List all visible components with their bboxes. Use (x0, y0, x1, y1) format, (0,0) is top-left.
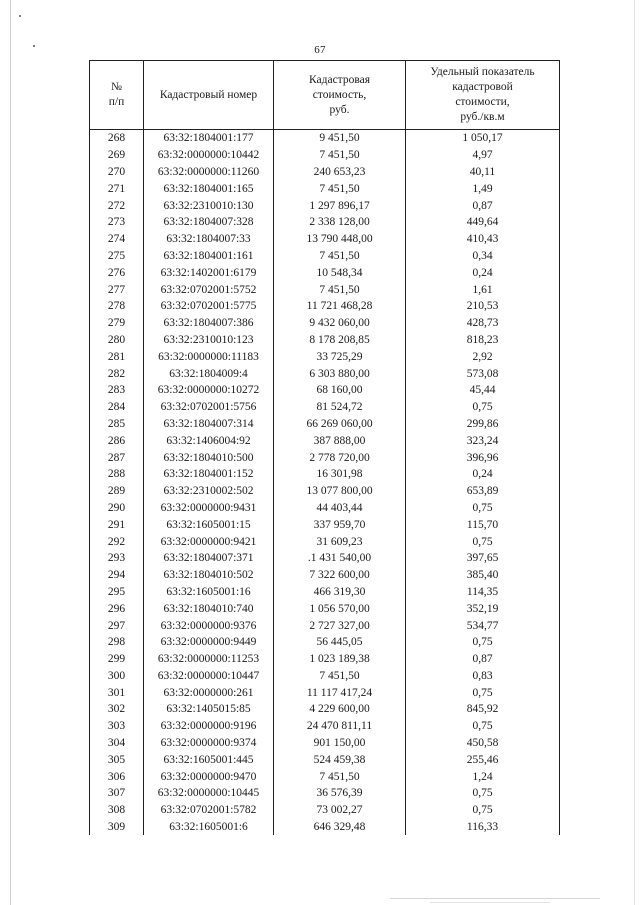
table-row (90, 332, 560, 349)
specific-value-cell: 115,70 (406, 516, 560, 533)
table-row (90, 785, 560, 802)
header-line: стоимость, (312, 88, 367, 101)
table-row (90, 651, 560, 668)
specific-value-cell: 818,23 (406, 332, 560, 349)
specific-value-cell: 653,89 (406, 483, 560, 500)
row-number-cell: 289 (90, 483, 144, 500)
row-number-cell: 309 (90, 819, 144, 836)
row-number-cell: 269 (90, 147, 144, 164)
table-row (90, 399, 560, 416)
cadastral-number-cell: 63:32:1804010:740 (144, 600, 274, 617)
specific-value-cell: 0,75 (406, 634, 560, 651)
row-number-cell: 276 (90, 264, 144, 281)
row-number-cell: 295 (90, 584, 144, 601)
cadastral-number-cell: 63:32:0000000:9449 (144, 634, 274, 651)
specific-value-cell: 396,96 (406, 449, 560, 466)
specific-value-cell: 1,24 (406, 768, 560, 785)
table-row (90, 684, 560, 701)
cadastral-number-cell: 63:32:1804010:502 (144, 567, 274, 584)
row-number-cell: 271 (90, 180, 144, 197)
specific-value-cell: 0,75 (406, 533, 560, 550)
header-line: Кадастровая (308, 73, 371, 86)
header-line: руб./кв.м (460, 111, 505, 123)
cadastral-value-cell: 387 888,00 (274, 432, 406, 449)
table-row (90, 315, 560, 332)
row-number-cell: 304 (90, 735, 144, 752)
scan-speck (19, 15, 21, 17)
specific-value-cell: 255,46 (406, 751, 560, 768)
row-number-cell: 275 (90, 248, 144, 265)
specific-value-cell: 428,73 (406, 315, 560, 332)
row-number-cell: 302 (90, 701, 144, 718)
cadastral-value-cell: 2 727 327,00 (274, 617, 406, 634)
row-number-cell: 286 (90, 432, 144, 449)
cadastral-number-cell: 63:32:2310010:123 (144, 332, 274, 349)
table-row (90, 516, 560, 533)
table-row (90, 180, 560, 197)
cadastral-value-cell: 73 002,27 (274, 802, 406, 819)
cadastral-value-cell: 7 451,50 (274, 668, 406, 685)
cadastral-number-cell: 63:32:1804007:371 (144, 550, 274, 567)
header-line: п/п (108, 96, 125, 108)
table-row (90, 248, 560, 265)
cadastral-number-cell: 63:32:0000000:11260 (144, 164, 274, 181)
table-row (90, 483, 560, 500)
row-number-cell: 282 (90, 365, 144, 382)
cadastral-value-cell: .1 431 540,00 (274, 550, 406, 567)
row-number-cell: 298 (90, 634, 144, 651)
row-number-cell: 306 (90, 768, 144, 785)
table-row (90, 634, 560, 651)
specific-value-cell: 385,40 (406, 567, 560, 584)
specific-value-cell: 0,75 (406, 718, 560, 735)
cadastral-value-cell: 1 023 189,38 (274, 651, 406, 668)
row-number-cell: 296 (90, 600, 144, 617)
cadastral-value-cell: 2 338 128,00 (274, 214, 406, 231)
scan-left-edge (10, 0, 11, 905)
cadastral-value-cell: 13 077 800,00 (274, 483, 406, 500)
header-number (90, 61, 144, 130)
cadastral-value-cell: 16 301,98 (274, 466, 406, 483)
cadastral-number-cell: 63:32:1804009:4 (144, 365, 274, 382)
cadastral-value-cell: 68 160,00 (274, 382, 406, 399)
table-row (90, 668, 560, 685)
cadastral-value-cell: 66 269 060,00 (274, 416, 406, 433)
cadastral-number-cell: 63:32:1804001:161 (144, 248, 274, 265)
cadastral-number-cell: 63:32:0000000:10442 (144, 147, 274, 164)
specific-value-cell: 323,24 (406, 432, 560, 449)
scan-artifact-line (390, 898, 600, 899)
cadastral-number-cell: 63:32:0000000:9421 (144, 533, 274, 550)
cadastral-number-cell: 63:32:1406004:92 (144, 432, 274, 449)
cadastral-value-cell: 7 451,50 (274, 281, 406, 298)
table-row (90, 449, 560, 466)
cadastral-number-cell: 63:32:1804010:500 (144, 449, 274, 466)
table-row (90, 164, 560, 181)
table-row (90, 735, 560, 752)
specific-value-cell: 299,86 (406, 416, 560, 433)
cadastral-number-cell: 63:32:0000000:9470 (144, 768, 274, 785)
cadastral-value-cell: 524 459,38 (274, 751, 406, 768)
table-row (90, 466, 560, 483)
cadastral-number-cell: 63:32:0000000:9196 (144, 718, 274, 735)
cadastral-value-cell: 9 432 060,00 (274, 315, 406, 332)
cadastral-table (89, 60, 560, 835)
table-row (90, 214, 560, 231)
header-line: стоимости, (455, 96, 510, 108)
row-number-cell: 277 (90, 281, 144, 298)
table-row (90, 147, 560, 164)
row-number-cell: 274 (90, 231, 144, 248)
row-number-cell: 297 (90, 617, 144, 634)
specific-value-cell: 210,53 (406, 298, 560, 315)
header-cadastral-number (144, 61, 274, 130)
specific-value-cell: 0,34 (406, 248, 560, 265)
row-number-cell: 301 (90, 684, 144, 701)
header-line: Удельный показатель (430, 66, 535, 78)
cadastral-value-cell: 240 653,23 (274, 164, 406, 181)
row-number-cell: 283 (90, 382, 144, 399)
row-number-cell: 300 (90, 668, 144, 685)
row-number-cell: 290 (90, 500, 144, 517)
row-number-cell: 308 (90, 802, 144, 819)
cadastral-number-cell: 63:32:1804001:152 (144, 466, 274, 483)
cadastral-value-cell: 646 329,48 (274, 819, 406, 836)
cadastral-number-cell: 63:32:0000000:10445 (144, 785, 274, 802)
table-row (90, 432, 560, 449)
specific-value-cell: 2,92 (406, 348, 560, 365)
specific-value-cell: 114,35 (406, 584, 560, 601)
cadastral-number-cell: 63:32:0000000:10272 (144, 382, 274, 399)
cadastral-value-cell: 44 403,44 (274, 500, 406, 517)
table-row (90, 617, 560, 634)
cadastral-number-cell: 63:32:1804007:386 (144, 315, 274, 332)
cadastral-value-cell: 31 609,23 (274, 533, 406, 550)
specific-value-cell: 0,75 (406, 399, 560, 416)
header-cadastral-value (274, 61, 406, 130)
specific-value-cell: 116,33 (406, 819, 560, 836)
table-row (90, 701, 560, 718)
header-line: кадастровой (452, 81, 513, 93)
specific-value-cell: 0,75 (406, 684, 560, 701)
specific-value-cell: 410,43 (406, 231, 560, 248)
row-number-cell: 292 (90, 533, 144, 550)
row-number-cell: 284 (90, 399, 144, 416)
header-line: руб. (329, 103, 350, 116)
cadastral-number-cell: 63:32:0702001:5775 (144, 298, 274, 315)
specific-value-cell: 0,87 (406, 651, 560, 668)
table-row (90, 281, 560, 298)
table-row (90, 584, 560, 601)
specific-value-cell: 397,65 (406, 550, 560, 567)
row-number-cell: 273 (90, 214, 144, 231)
table-row (90, 768, 560, 785)
cadastral-value-cell: 24 470 811,11 (274, 718, 406, 735)
scan-artifact-line (430, 902, 550, 903)
cadastral-number-cell: 63:32:0702001:5752 (144, 281, 274, 298)
cadastral-value-cell: 10 548,34 (274, 264, 406, 281)
row-number-cell: 291 (90, 516, 144, 533)
cadastral-value-cell: 1 297 896,17 (274, 197, 406, 214)
cadastral-number-cell: 63:32:0000000:10447 (144, 668, 274, 685)
table-row (90, 751, 560, 768)
specific-value-cell: 0,24 (406, 466, 560, 483)
cadastral-value-cell: 7 322 600,00 (274, 567, 406, 584)
cadastral-value-cell: 4 229 600,00 (274, 701, 406, 718)
row-number-cell: 268 (90, 130, 144, 147)
scan-right-edge (634, 0, 635, 905)
cadastral-number-cell: 63:32:2310002:502 (144, 483, 274, 500)
table-row (90, 130, 560, 147)
specific-value-cell: 0,75 (406, 785, 560, 802)
table-row (90, 264, 560, 281)
table-row (90, 298, 560, 315)
cadastral-number-cell: 63:32:1804007:328 (144, 214, 274, 231)
cadastral-number-cell: 63:32:1804007:314 (144, 416, 274, 433)
cadastral-number-cell: 63:32:0702001:5782 (144, 802, 274, 819)
cadastral-value-cell: 2 778 720,00 (274, 449, 406, 466)
cadastral-value-cell: 466 319,30 (274, 584, 406, 601)
table-row (90, 348, 560, 365)
header-line: Кадастровый номер (159, 88, 258, 101)
table-row (90, 819, 560, 836)
table-row (90, 416, 560, 433)
header-specific-value (406, 61, 560, 130)
cadastral-value-cell: 11 721 468,28 (274, 298, 406, 315)
specific-value-cell: 4,97 (406, 147, 560, 164)
cadastral-number-cell: 63:32:0000000:9374 (144, 735, 274, 752)
header-line: № (111, 81, 122, 93)
specific-value-cell: 0,24 (406, 264, 560, 281)
table-row (90, 365, 560, 382)
cadastral-value-cell: 337 959,70 (274, 516, 406, 533)
specific-value-cell: 573,08 (406, 365, 560, 382)
table-header-row (90, 61, 560, 130)
row-number-cell: 280 (90, 332, 144, 349)
specific-value-cell: 1,61 (406, 281, 560, 298)
table-row (90, 533, 560, 550)
cadastral-value-cell: 7 451,50 (274, 147, 406, 164)
row-number-cell: 307 (90, 785, 144, 802)
cadastral-value-cell: 11 117 417,24 (274, 684, 406, 701)
specific-value-cell: 1,49 (406, 180, 560, 197)
cadastral-value-cell: 901 150,00 (274, 735, 406, 752)
table-row (90, 382, 560, 399)
cadastral-number-cell: 63:32:1605001:15 (144, 516, 274, 533)
document-page (89, 60, 559, 835)
row-number-cell: 287 (90, 449, 144, 466)
specific-value-cell: 40,11 (406, 164, 560, 181)
specific-value-cell: 0,75 (406, 500, 560, 517)
cadastral-number-cell: 63:32:1605001:16 (144, 584, 274, 601)
cadastral-value-cell: 56 445,05 (274, 634, 406, 651)
cadastral-value-cell: 9 451,50 (274, 130, 406, 147)
specific-value-cell: 534,77 (406, 617, 560, 634)
row-number-cell: 270 (90, 164, 144, 181)
row-number-cell: 278 (90, 298, 144, 315)
row-number-cell: 281 (90, 348, 144, 365)
row-number-cell: 294 (90, 567, 144, 584)
cadastral-value-cell: 81 524,72 (274, 399, 406, 416)
page-number: 67 (314, 44, 326, 56)
table-row (90, 550, 560, 567)
cadastral-value-cell: 33 725,29 (274, 348, 406, 365)
row-number-cell: 299 (90, 651, 144, 668)
cadastral-number-cell: 63:32:1804007:33 (144, 231, 274, 248)
table-row (90, 718, 560, 735)
specific-value-cell: 449,64 (406, 214, 560, 231)
specific-value-cell: 845,92 (406, 701, 560, 718)
cadastral-number-cell: 63:32:0000000:9376 (144, 617, 274, 634)
specific-value-cell: 0,83 (406, 668, 560, 685)
row-number-cell: 285 (90, 416, 144, 433)
cadastral-number-cell: 63:32:1402001:6179 (144, 264, 274, 281)
cadastral-value-cell: 36 576,39 (274, 785, 406, 802)
cadastral-value-cell: 7 451,50 (274, 180, 406, 197)
cadastral-value-cell: 13 790 448,00 (274, 231, 406, 248)
cadastral-number-cell: 63:32:0000000:261 (144, 684, 274, 701)
row-number-cell: 305 (90, 751, 144, 768)
cadastral-value-cell: 7 451,50 (274, 248, 406, 265)
table-body (90, 130, 560, 836)
cadastral-value-cell: 6 303 880,00 (274, 365, 406, 382)
table-row (90, 231, 560, 248)
cadastral-number-cell: 63:32:1405015:85 (144, 701, 274, 718)
table-row (90, 802, 560, 819)
specific-value-cell: 0,87 (406, 197, 560, 214)
cadastral-value-cell: 8 178 208,85 (274, 332, 406, 349)
table-row (90, 197, 560, 214)
specific-value-cell: 45,44 (406, 382, 560, 399)
row-number-cell: 272 (90, 197, 144, 214)
cadastral-number-cell: 63:32:2310010:130 (144, 197, 274, 214)
cadastral-value-cell: 1 056 570,00 (274, 600, 406, 617)
cadastral-number-cell: 63:32:0000000:9431 (144, 500, 274, 517)
cadastral-number-cell: 63:32:1804001:177 (144, 130, 274, 147)
specific-value-cell: 352,19 (406, 600, 560, 617)
cadastral-number-cell: 63:32:1804001:165 (144, 180, 274, 197)
row-number-cell: 288 (90, 466, 144, 483)
cadastral-number-cell: 63:32:0000000:11253 (144, 651, 274, 668)
row-number-cell: 303 (90, 718, 144, 735)
row-number-cell: 279 (90, 315, 144, 332)
cadastral-number-cell: 63:32:0702001:5756 (144, 399, 274, 416)
specific-value-cell: 450,58 (406, 735, 560, 752)
cadastral-number-cell: 63:32:0000000:11183 (144, 348, 274, 365)
specific-value-cell: 1 050,17 (406, 130, 560, 147)
row-number-cell: 293 (90, 550, 144, 567)
cadastral-number-cell: 63:32:1605001:445 (144, 751, 274, 768)
table-row (90, 567, 560, 584)
cadastral-value-cell: 7 451,50 (274, 768, 406, 785)
specific-value-cell: 0,75 (406, 802, 560, 819)
table-row (90, 600, 560, 617)
cadastral-number-cell: 63:32:1605001:6 (144, 819, 274, 836)
table-row (90, 500, 560, 517)
